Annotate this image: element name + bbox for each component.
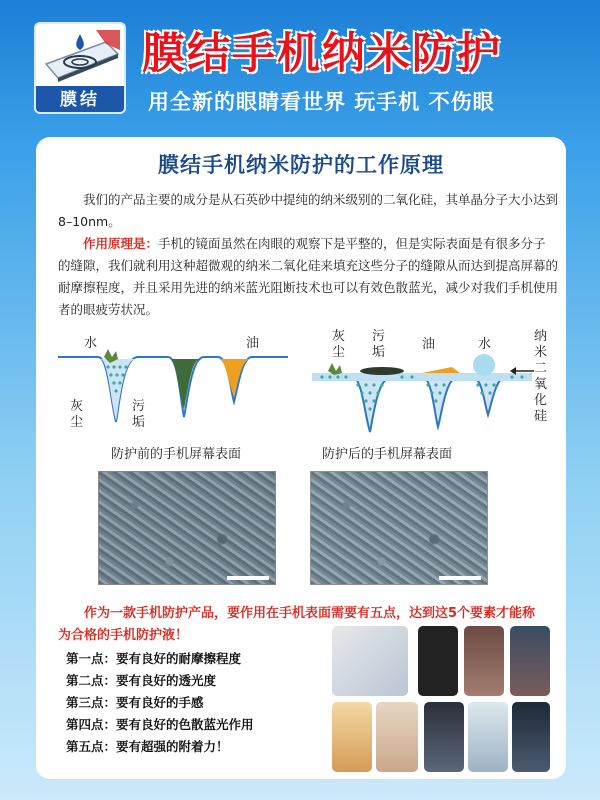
scale-bar: [227, 576, 269, 580]
principle-text: 手机的镜面虽然在肉眼的观察下是平整的，但是实际表面是有很多分子的缝隙，我们就利用这种超微观的纳米二氧化硅来填充这些分子的缝隙从而达到提高屏幕的耐摩擦程度，并且采用先进的纳米蓝光阻断技术也可以有效色散蓝光，减少对我们手机使用者的眼疲劳状况。: [58, 236, 559, 317]
after-label-oil: 油: [422, 337, 436, 352]
slogan: 用全新的眼睛看世界 玩手机 不伤眼: [148, 90, 495, 114]
requirements-list: [66, 648, 254, 758]
sem-image-after: [310, 471, 488, 585]
requirement-item: 第三点：要有良好的手感: [66, 695, 204, 710]
after-label-water: 水: [478, 337, 492, 352]
before-label-water: 水: [84, 336, 98, 351]
phone-photo: [464, 626, 504, 696]
phone-photo: [418, 626, 458, 696]
sem-image-before: [98, 471, 276, 585]
before-label-dirt: 污垢: [132, 399, 146, 430]
after-label-nano: 纳米二氧化硅: [534, 329, 548, 424]
phone-photo: [376, 702, 418, 772]
phone-photo: [332, 626, 408, 696]
phone-photo: [512, 702, 550, 772]
phone-drop-icon: [36, 24, 124, 86]
requirement-item: 第二点：要有良好的透光度: [66, 673, 217, 688]
requirement-item: 第一点：要有良好的耐摩擦程度: [66, 651, 242, 666]
before-label-dust: 灰尘: [70, 399, 84, 430]
header: [0, 0, 600, 125]
phone-photo: [468, 702, 508, 772]
intro-paragraph: 我们的产品主要的成分是从石英砂中提纯的纳米级别的二氧化硅，其单晶分子大小达到8–10nm。: [58, 192, 559, 229]
principle-label: 作用原理是：: [83, 236, 159, 251]
scale-bar: [439, 576, 481, 580]
content-card: [36, 137, 566, 779]
phone-photo: [510, 626, 550, 696]
before-caption: 防护前的手机屏幕表面: [111, 447, 242, 462]
after-label-dust: 灰尘: [332, 329, 346, 360]
phone-photos: [332, 626, 552, 774]
before-label-oil: 油: [246, 336, 260, 351]
principle-paragraph: [58, 233, 558, 321]
requirement-item: 第四点：要有良好的色散蓝光作用: [66, 717, 254, 732]
phone-photo: [332, 702, 372, 772]
requirements-heading: 作为一款手机防护产品，要作用在手机表面需要有五点，达到这5个要素才能称为合格的手机防护液！: [58, 606, 536, 643]
brand-logo: [36, 24, 124, 112]
logo-text: 膜结: [60, 90, 100, 110]
after-label-dirt: 污垢: [372, 329, 386, 360]
after-caption: 防护后的手机屏幕表面: [322, 447, 453, 462]
phone-photo: [424, 702, 464, 772]
page-title: 膜结手机纳米防护: [142, 29, 502, 79]
card-title: 膜结手机纳米防护的工作原理: [158, 153, 444, 177]
requirement-item: 第五点：要有超强的附着力！: [66, 739, 229, 754]
